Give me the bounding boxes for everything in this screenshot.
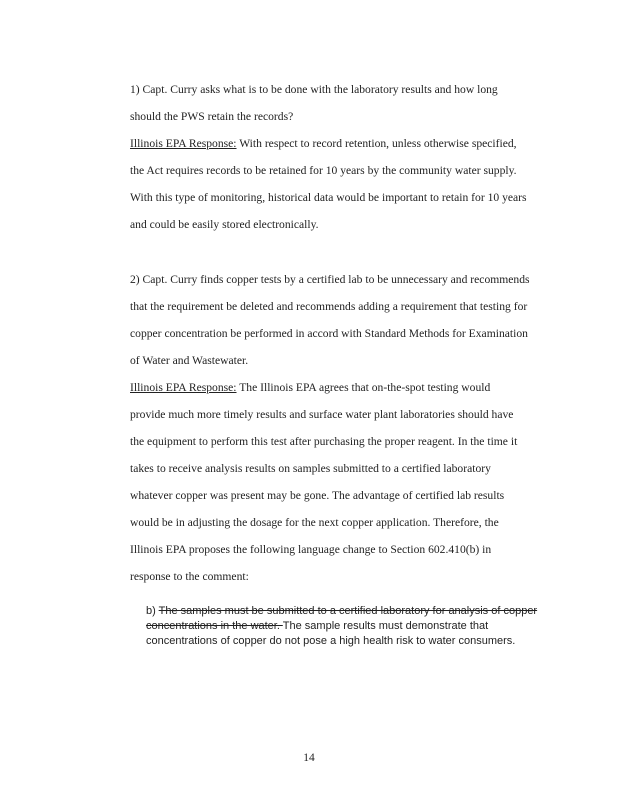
question-1-line: should the PWS retain the records? — [130, 110, 294, 123]
question-2-line: copper concentration be performed in accord with Standard Methods for Examination — [130, 327, 528, 340]
question-2-line: of Water and Wastewater. — [130, 354, 249, 367]
proposed-amendment — [146, 604, 566, 649]
amendment-line-2 — [146, 619, 566, 634]
response-1-line: With this type of monitoring, historical data would be important to retain for 10 years — [130, 191, 527, 204]
page-number: 14 — [303, 752, 315, 764]
response-2-line: whatever copper was present may be gone. The advantage of certified lab results — [130, 489, 505, 502]
question-1 — [130, 76, 560, 130]
response-1 — [130, 130, 560, 238]
response-2-line: would be in adjusting the dosage for the next copper application. Therefore, the — [130, 516, 499, 529]
response-2-first-line-text: The Illinois EPA agrees that on-the-spot testing would — [236, 381, 491, 394]
deleted-text: The samples must be submitted to a certified laboratory for analysis of copper — [158, 605, 538, 617]
amendment-line-3 — [146, 634, 566, 649]
response-1-label: Illinois EPA Response: — [130, 137, 237, 150]
added-text: The sample results must demonstrate that — [282, 620, 489, 632]
response-1-first-line-text: With respect to record retention, unless otherwise specified, — [236, 137, 517, 150]
question-2-line: that the requirement be deleted and recommends adding a requirement that testing for — [130, 300, 528, 313]
response-1-first-line — [130, 130, 560, 157]
question-2-line: 2) Capt. Curry finds copper tests by a certified lab to be unnecessary and recommends — [130, 273, 530, 286]
amendment-line-1 — [146, 604, 566, 619]
response-2-label: Illinois EPA Response: — [130, 381, 237, 394]
response-1-line: and could be easily stored electronically. — [130, 218, 319, 231]
response-2-line: response to the comment: — [130, 570, 249, 583]
amendment-prefix: b) — [146, 605, 159, 617]
added-text: concentrations of copper do not pose a high health risk to water consumers. — [146, 635, 516, 647]
response-2-line: takes to receive analysis results on samples submitted to a certified laboratory — [130, 462, 491, 475]
response-2 — [130, 374, 560, 590]
deleted-text: concentrations in the water. — [146, 620, 283, 632]
question-2 — [130, 266, 560, 374]
response-2-line: provide much more timely results and surface water plant laboratories should have — [130, 408, 514, 421]
question-1-line: 1) Capt. Curry asks what is to be done with the laboratory results and how long — [130, 83, 498, 96]
response-2-first-line — [130, 374, 560, 401]
response-2-line: Illinois EPA proposes the following language change to Section 602.410(b) in — [130, 543, 492, 556]
response-1-line: the Act requires records to be retained for 10 years by the community water supply. — [130, 164, 517, 177]
response-2-line: the equipment to perform this test after purchasing the proper reagent. In the time it — [130, 435, 518, 448]
